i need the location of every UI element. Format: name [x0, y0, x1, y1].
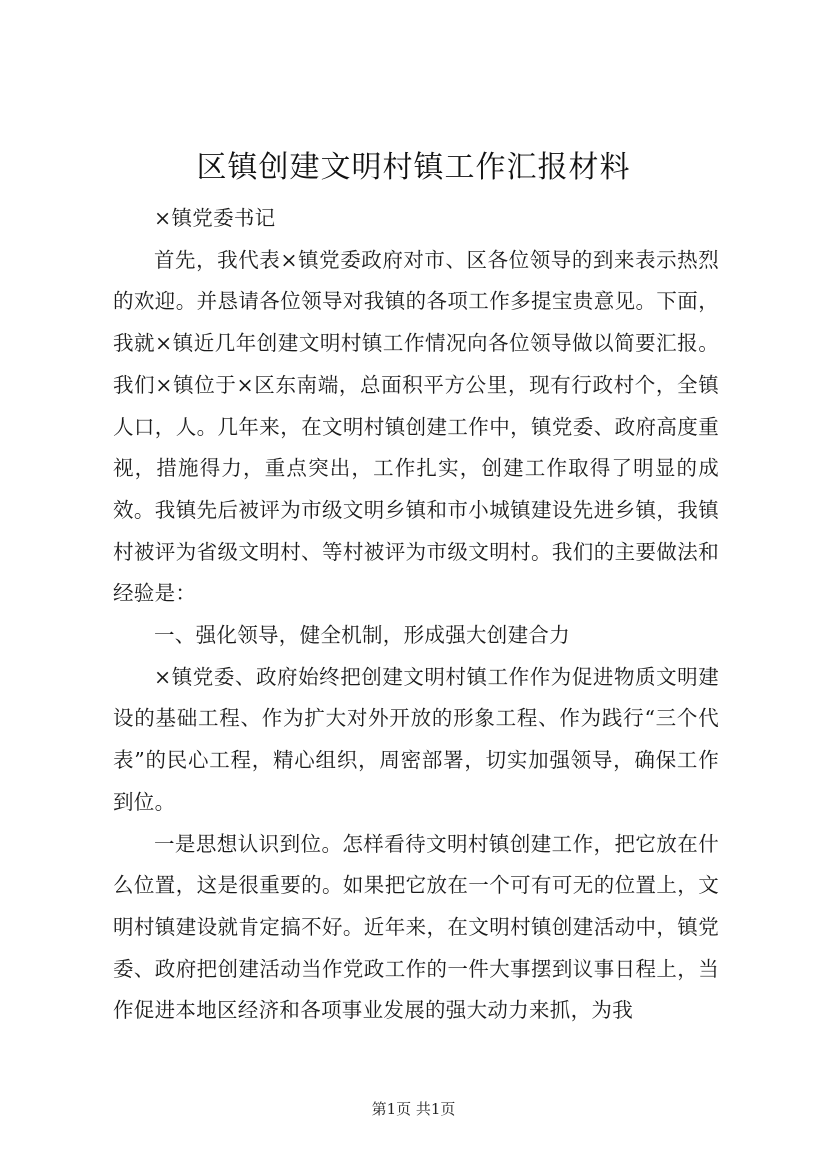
page-footer: 第1页 共1页 — [371, 1100, 456, 1118]
paragraph-intro: 首先，我代表×镇党委政府对市、区各位领导的到来表示热烈的欢迎。并恳请各位领导对我镇的各项工作多提宝贵意见。下面，我就×镇近几年创建文明村镇工作情况向各位领导做以简要汇报。我们×镇位于×区东南端，总面积平方公里，现有行政村个，全镇人口，人。几年来，在文明村镇创建工作中，镇党委、政府高度重视，措施得力，重点突出，工作扎实，创建工作取得了明显的成效。我镇先后被评为市级文明乡镇和市小城镇建设先进乡镇，我镇村被评为省级文明村、等村被评为市级文明村。我们的主要做法和经验是： — [113, 247, 719, 606]
section-heading-1: 一、强化领导，健全机制，形成强大创建合力 — [154, 623, 570, 648]
paragraph-point-1: 一是思想认识到位。怎样看待文明村镇创建工作，把它放在什么位置，这是很重要的。如果把它放在一个可有可无的位置上，文明村镇建设就肯定搞不好。近年来，在文明村镇创建活动中，镇党委、政府把创建活动当作党政工作的一件大事摆到议事日程上，当作促进本地区经济和各项事业发展的强大动力来抓，为我 — [113, 831, 719, 1023]
author-line: ×镇党委书记 — [154, 206, 276, 230]
document-title: 区镇创建文明村镇工作汇报材料 — [196, 150, 631, 185]
document-body — [113, 198, 719, 1032]
paragraph-section-1: ×镇党委、政府始终把创建文明村镇工作作为促进物质文明建设的基础工程、作为扩大对外开放的形象工程、作为践行“三个代表”的民心工程，精心组织，周密部署，切实加强领导，确保工作到位。 — [113, 664, 719, 814]
